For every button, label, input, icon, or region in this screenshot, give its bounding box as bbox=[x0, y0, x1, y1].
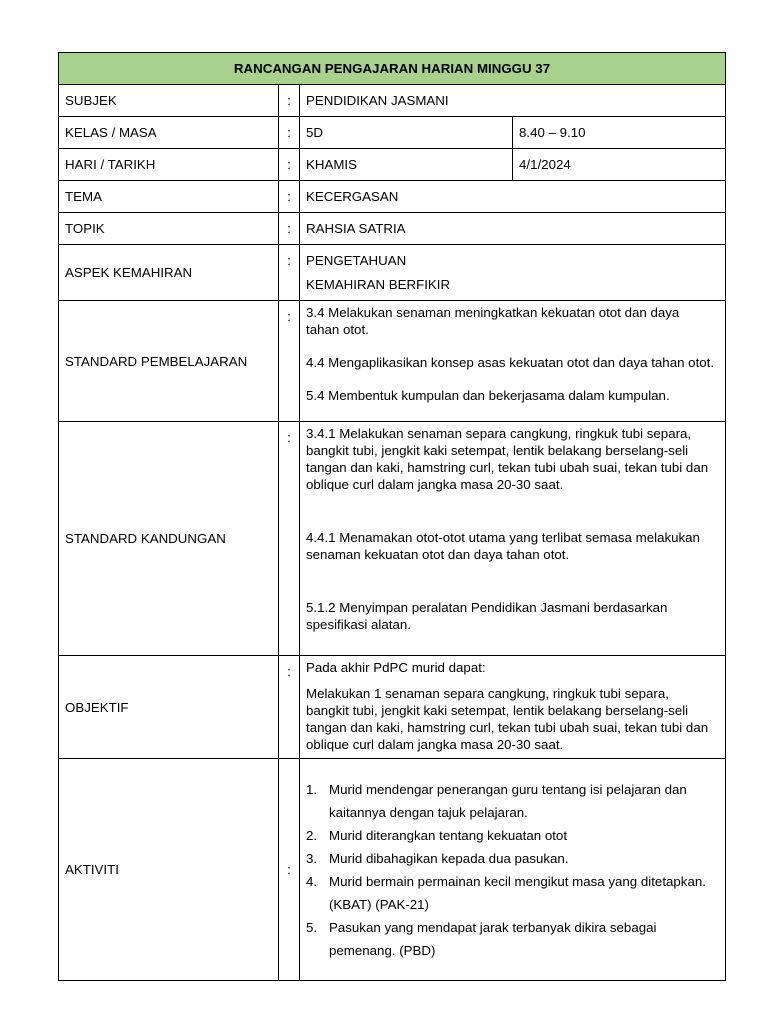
list-item: 5. Pasukan yang mendapat jarak terbanyak dikira sebagai pemenang. (PBD) bbox=[306, 919, 657, 958]
standard-pembelajaran-item: 3.4 Melakukan senaman meningkatkan kekuatan otot dan daya tahan otot. bbox=[306, 305, 680, 337]
colon: : bbox=[279, 149, 300, 181]
label-kelas: KELAS / MASA bbox=[59, 117, 279, 149]
label-objektif: OBJEKTIF bbox=[59, 656, 279, 759]
colon: : bbox=[279, 301, 300, 422]
colon: : bbox=[279, 656, 300, 759]
row-aspek bbox=[59, 245, 726, 301]
value-standard-kandungan bbox=[300, 422, 726, 656]
page-title: RANCANGAN PENGAJARAN HARIAN MINGGU 37 bbox=[59, 53, 726, 85]
colon: : bbox=[279, 181, 300, 213]
label-aspek: ASPEK KEMAHIRAN bbox=[59, 245, 279, 301]
label-standard-pembelajaran: STANDARD PEMBELAJARAN bbox=[59, 301, 279, 422]
objektif-text: Melakukan 1 senaman separa cangkung, ringkuk tubi separa, bangkit tubi, jengkit kaki setempat, lentik belakang berselang-seli tangan dan kaki, hamstring curl, tekan tubi ubah suai, tekan tubi dan oblique curl dalam jangka masa 20-30 saat. bbox=[306, 686, 709, 752]
value-masa: 8.40 – 9.10 bbox=[513, 117, 726, 149]
objektif-intro: Pada akhir PdPC murid dapat: bbox=[306, 660, 486, 675]
label-aktiviti: AKTIVITI bbox=[59, 759, 279, 981]
row-subjek bbox=[59, 85, 726, 117]
value-hari: KHAMIS bbox=[300, 149, 513, 181]
lesson-plan-table bbox=[58, 52, 726, 981]
row-topik bbox=[59, 213, 726, 245]
standard-kandungan-item: 4.4.1 Menamakan otot-otot utama yang terlibat semasa melakukan senaman kekuatan otot dan daya tahan otot. bbox=[306, 530, 700, 562]
aktiviti-list bbox=[306, 778, 717, 962]
aspek-line: PENGETAHUAN bbox=[306, 252, 407, 268]
value-standard-pembelajaran bbox=[300, 301, 726, 422]
row-tema bbox=[59, 181, 726, 213]
standard-pembelajaran-item: 5.4 Membentuk kumpulan dan bekerjasama dalam kumpulan. bbox=[306, 388, 670, 403]
list-item: 4. Murid bermain permainan kecil mengikut masa yang ditetapkan. (KBAT) (PAK-21) bbox=[306, 873, 706, 912]
row-aktiviti bbox=[59, 759, 726, 981]
list-item: 3. Murid dibahagikan kepada dua pasukan. bbox=[306, 850, 569, 866]
list-item: 2. Murid diterangkan tentang kekuatan otot bbox=[306, 827, 568, 843]
aspek-line: KEMAHIRAN BERFIKIR bbox=[306, 276, 451, 292]
value-topik: RAHSIA SATRIA bbox=[300, 213, 726, 245]
row-standard-pembelajaran bbox=[59, 301, 726, 422]
value-kelas: 5D bbox=[300, 117, 513, 149]
value-objektif bbox=[300, 656, 726, 759]
list-item: 1. Murid mendengar penerangan guru tentang isi pelajaran dan kaitannya dengan tajuk pelajaran. bbox=[306, 781, 687, 820]
standard-pembelajaran-item: 4.4 Mengaplikasikan konsep asas kekuatan otot dan daya tahan otot. bbox=[306, 355, 715, 370]
label-tema: TEMA bbox=[59, 181, 279, 213]
standard-kandungan-item: 5.1.2 Menyimpan peralatan Pendidikan Jasmani berdasarkan spesifikasi alatan. bbox=[306, 600, 668, 632]
standard-kandungan-item: 3.4.1 Melakukan senaman separa cangkung, ringkuk tubi separa, bangkit tubi, jengkit kaki setempat, lentik belakang berselang-seli tangan dan kaki, hamstring curl, tekan tubi ubah suai, tekan tubi dan oblique curl dalam jangka masa 20-30 saat. bbox=[306, 426, 709, 492]
value-aspek bbox=[300, 245, 726, 301]
row-objektif bbox=[59, 656, 726, 759]
row-standard-kandungan bbox=[59, 422, 726, 656]
colon: : bbox=[279, 213, 300, 245]
label-topik: TOPIK bbox=[59, 213, 279, 245]
row-hari bbox=[59, 149, 726, 181]
value-tema: KECERGASAN bbox=[300, 181, 726, 213]
title-row bbox=[59, 53, 726, 85]
colon: : bbox=[279, 85, 300, 117]
value-tarikh: 4/1/2024 bbox=[513, 149, 726, 181]
colon: : bbox=[279, 245, 300, 301]
row-kelas bbox=[59, 117, 726, 149]
colon: : bbox=[279, 422, 300, 656]
label-standard-kandungan: STANDARD KANDUNGAN bbox=[59, 422, 279, 656]
label-subjek: SUBJEK bbox=[59, 85, 279, 117]
label-hari: HARI / TARIKH bbox=[59, 149, 279, 181]
value-subjek: PENDIDIKAN JASMANI bbox=[300, 85, 726, 117]
colon: : bbox=[279, 759, 300, 981]
colon: : bbox=[279, 117, 300, 149]
value-aktiviti bbox=[300, 759, 726, 981]
